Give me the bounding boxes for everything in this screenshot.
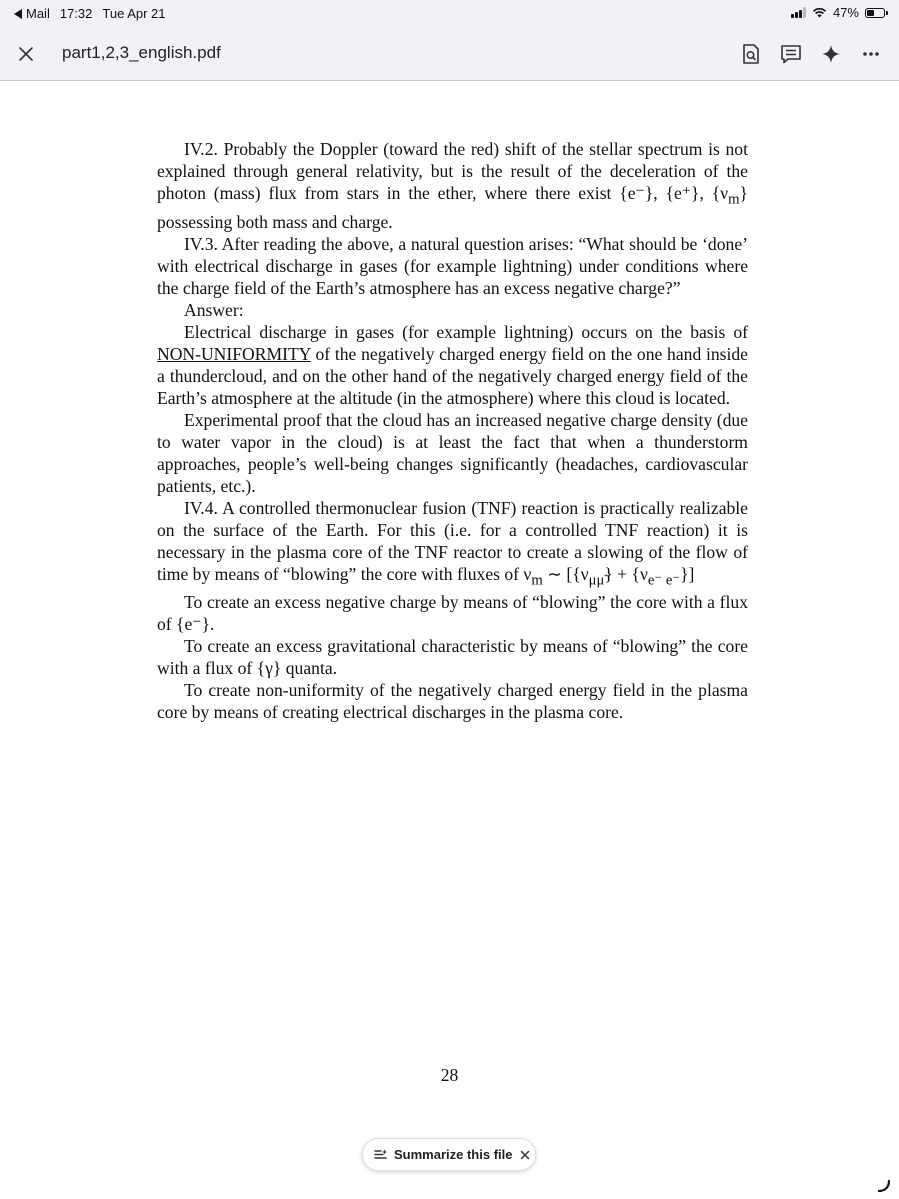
status-left: [14, 6, 166, 21]
comment-icon: [780, 43, 802, 65]
status-date: Tue Apr 21: [102, 6, 166, 21]
status-bar: [0, 0, 899, 28]
app-header: [0, 28, 899, 81]
paragraph-non-uniformity: To create non-uniformity of the negatively charged energy field in the plasma core by means of creating electrical discharges in the plasma core.: [157, 680, 748, 723]
paragraph-iv4: IV.4. A controlled thermonuclear fusion (TNF) reaction is practically realizable on the surface of the Earth. For this (i.e. for a controlled TNF reaction) it is necessary in the plasma core of the TNF reactor to create a slowing of the flow of time by means of “blowing” the core with fluxes of $\nu_m$ ∼ $[\{\nu_{\mu\mũ}\} + \{\nu_{e^- e^-}\}]$: [157, 497, 748, 589]
document-body: [157, 138, 748, 723]
paragraph-answer-label: Answer:: [184, 299, 244, 320]
close-button[interactable]: [12, 40, 40, 68]
comment-button[interactable]: [777, 38, 805, 70]
paragraph-negative-charge: To create an excess negative charge by means of “blowing” the core with a flux of {e⁻}.: [157, 592, 748, 635]
search-document-button[interactable]: [737, 38, 765, 70]
summarize-file-chip[interactable]: [362, 1138, 536, 1171]
summarize-icon: [374, 1149, 387, 1160]
search-document-icon: [741, 43, 761, 65]
cellular-signal-icon: [791, 7, 806, 18]
paragraph-gravitational: To create an excess gravitational characteristic by means of “blowing” the core with a flux of {γ} quanta.: [157, 636, 748, 679]
resize-handle-icon[interactable]: [877, 1179, 891, 1193]
status-time: 17:32: [59, 6, 93, 21]
ai-assist-button[interactable]: [817, 38, 845, 70]
page-number: 28: [440, 1065, 459, 1085]
underlined-term: NON-UNIFORMITY: [157, 343, 311, 364]
pdf-page[interactable]: [0, 81, 899, 1199]
status-right: [791, 5, 885, 20]
summarize-close-button[interactable]: [520, 1150, 530, 1160]
back-arrow-icon[interactable]: [14, 9, 22, 19]
sparkle-icon: [821, 44, 841, 64]
paragraph-iv3: IV.3. After reading the above, a natural question arises: “What should be ‘done’ with electrical discharge in gases (for example lightning) under conditions where the charge field of the Earth’s atmosphere has an excess negative charge?”: [157, 233, 748, 298]
battery-percent: 47%: [832, 5, 859, 20]
paragraph-iv2: IV.2. Probably the Doppler (toward the red) shift of the stellar spectrum is not explained through general relativity, but is the result of the deceleration of the photon (mass) flux from stars in the ether, where there exist {e⁻}, {e⁺}, $\{\nu_m\}$ possessing both mass and charge.: [157, 139, 748, 232]
more-button[interactable]: [857, 38, 885, 70]
document-title: part1,2,3_english.pdf: [62, 43, 221, 62]
battery-icon: [865, 8, 885, 18]
more-icon: [862, 51, 880, 57]
paragraph-answer: Electrical discharge in gases (for example lightning) occurs on the basis of NON-UNIFORMITY of the negatively charged energy field on the one hand inside a thundercloud, and on the other hand of the negatively charged energy field of the Earth’s atmosphere at the altitude (in the atmosphere) where this cloud is located.: [157, 321, 748, 408]
back-app-label[interactable]: Mail: [26, 6, 50, 21]
close-icon: [520, 1150, 530, 1160]
battery-fill: [867, 10, 874, 16]
close-icon: [18, 46, 34, 62]
paragraph-experimental-proof: Experimental proof that the cloud has an increased negative charge density (due to water vapor in the cloud) is at least the fact that when a thunderstorm approaches, people’s well-being changes significantly (headaches, cardiovascular patients, etc.).: [157, 409, 748, 496]
header-actions: [737, 38, 885, 70]
wifi-icon: [812, 7, 827, 18]
summarize-label[interactable]: Summarize this file: [394, 1147, 513, 1162]
